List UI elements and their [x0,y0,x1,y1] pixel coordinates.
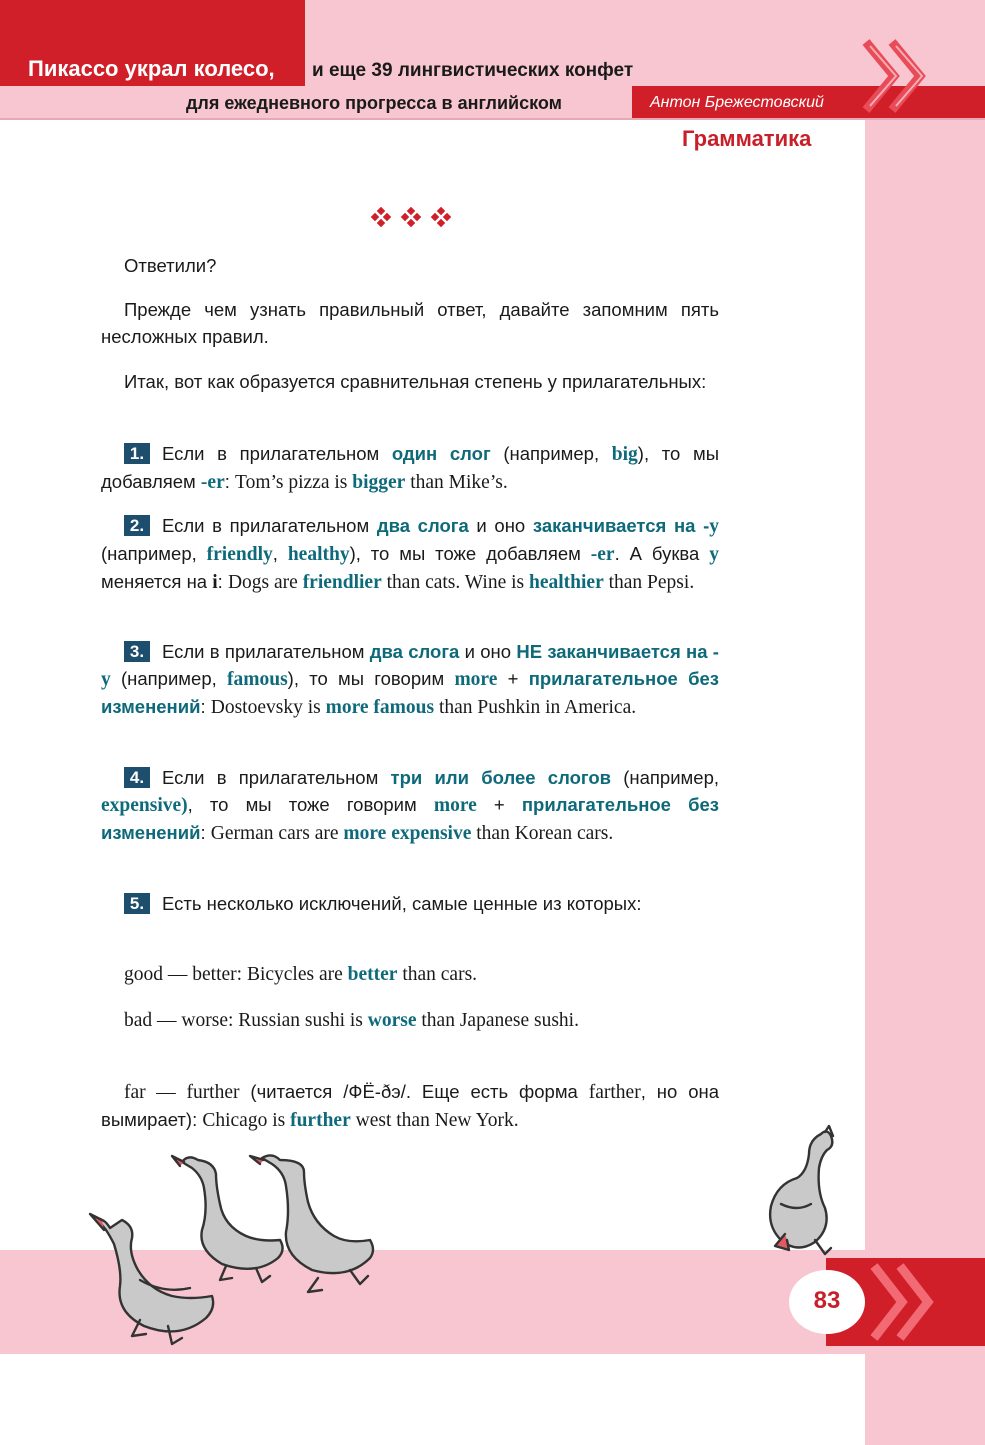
rule-5: 5. Есть несколько исключений, самые ценные из которых: [101,890,719,917]
paragraph-so: Итак, вот как образуется сравнительная степень у прилагательных: [124,371,707,392]
double-chevron-icon [858,36,938,116]
section-title: Грамматика [682,126,812,151]
book-author: Антон Брежестовский [650,94,824,111]
example-good: good — better: Bicycles are better than cars. [124,964,478,985]
geese-illustration [80,1120,380,1350]
rule-4: 4. Если в прилагательном три или более слогов (например, expensive), то мы тоже говорим more + прилагательное без изменений: German cars are more expensive than Korean cars. [101,767,719,844]
paragraph-answered: Ответили? [124,255,217,276]
rule-number: 2. [124,515,150,536]
rule-number: 3. [124,641,150,662]
example-bad: bad — worse: Russian sushi is worse than Japanese sushi. [124,1010,579,1031]
diamond-ornament-icon [370,206,452,228]
goose-illustration [755,1124,855,1264]
double-chevron-icon [866,1258,946,1346]
rule-2: 2. Если в прилагательном два слога и оно заканчивается на -y (например, friendly, healthy), то мы тоже добавляем -er. А буква y меняется на i: Dogs are friendlier than cats. Wine is healthier than Pepsi. [101,515,719,593]
book-title: Пикассо украл колесо, [28,56,275,81]
rule-1: 1. Если в прилагательном один слог (например, big), то мы добавляем -er: Tom’s pizza is bigger than Mike’s. [101,443,719,493]
book-title-continued: и еще 39 лингвистических конфет [312,60,634,81]
book-subtitle: для ежедневного прогресса в английском [186,93,562,113]
paragraph-intro: Прежде чем узнать правильный ответ, давайте запомним пять несложных правил. [101,299,719,347]
rule-number: 4. [124,767,150,788]
page-number: 83 [813,1287,841,1314]
rule-number: 5. [124,893,150,914]
example-far: far — further (читается /ФЁ-ðэ/. Еще есть форма farther, но она вымирает): Chicago is further west than New York. [101,1081,719,1131]
page-side-strip [865,120,985,1445]
header-divider [0,118,985,120]
rule-number: 1. [124,443,150,464]
rule-3: 3. Если в прилагательном два слога и оно НЕ заканчивается на -y (например, famous), то мы говорим more + прилагательное без изменений: Dostoevsky is more famous than Pushkin in America. [101,641,719,718]
